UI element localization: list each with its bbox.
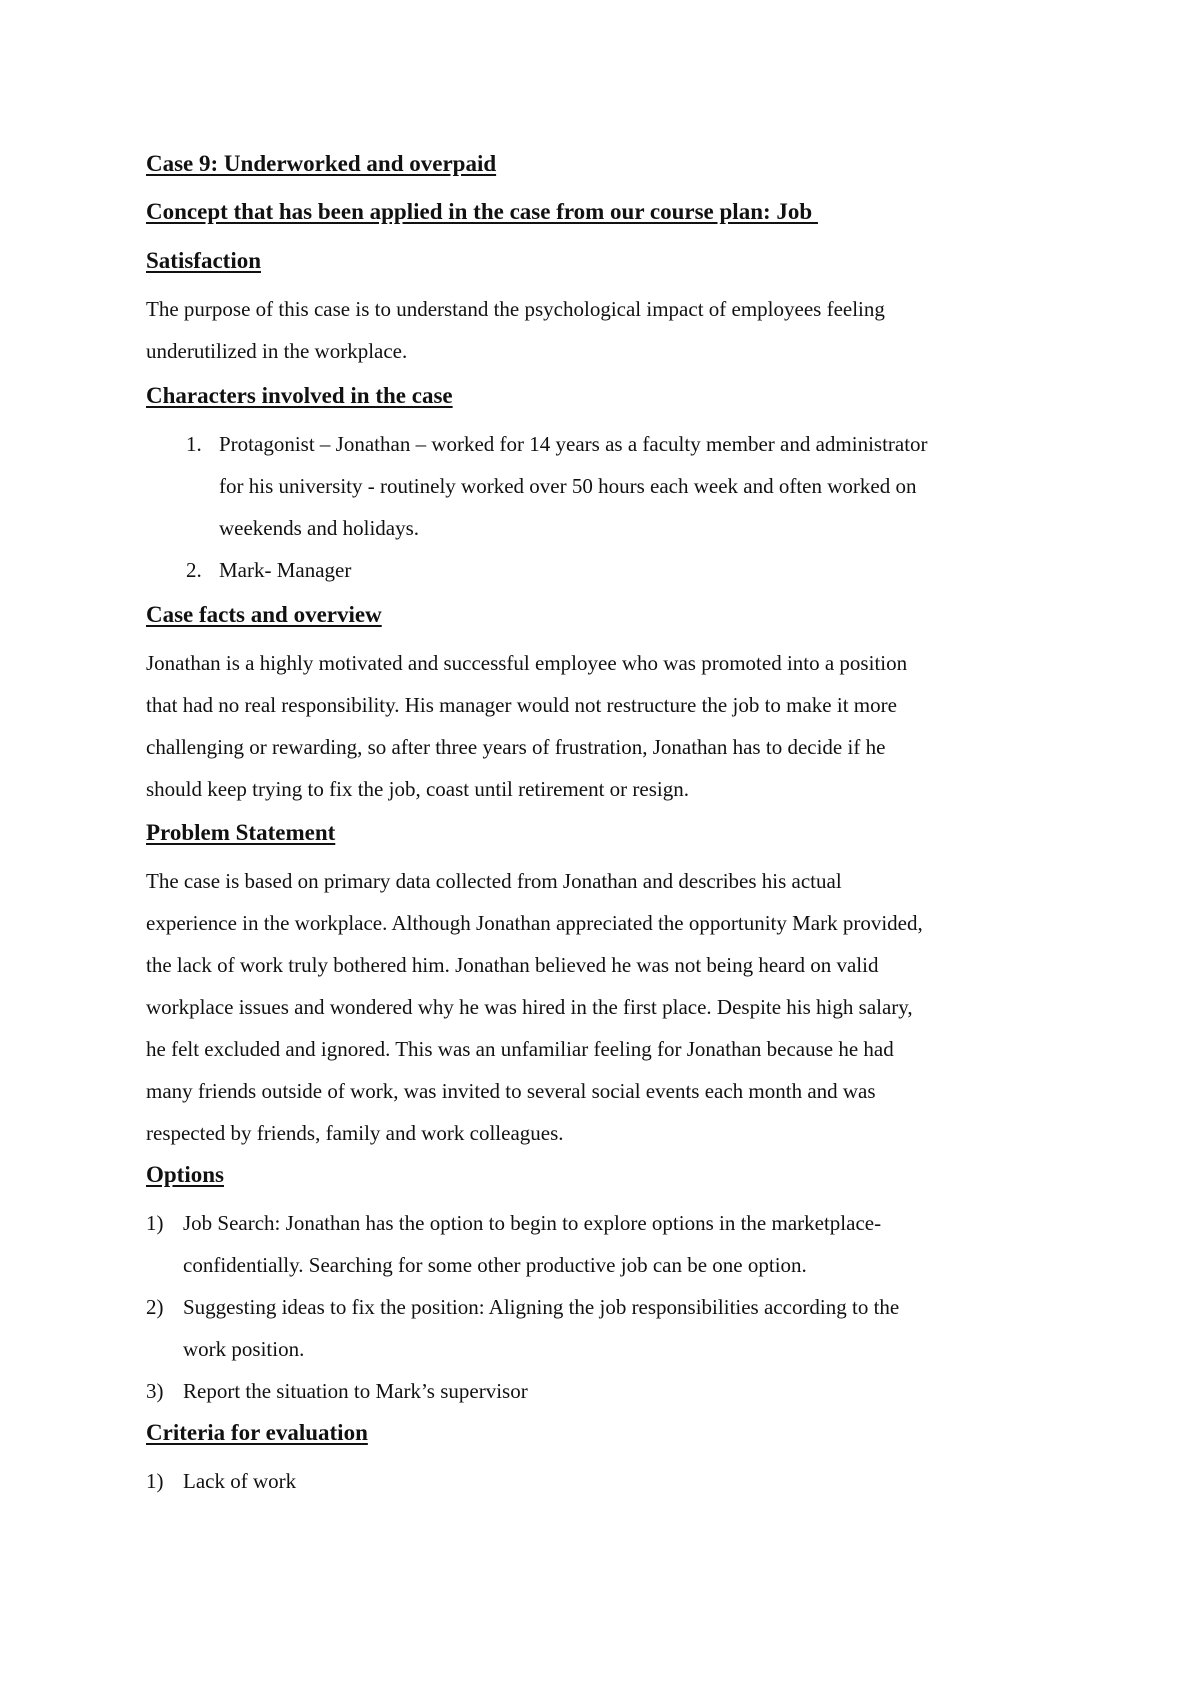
paragraph-line: underutilized in the workplace. — [146, 339, 408, 363]
list-item-line: Report the situation to Mark’s supervisor — [183, 1379, 528, 1403]
paragraph-line: challenging or rewarding, so after three years of frustration, Jonathan has to decide if he — [146, 735, 886, 759]
options-heading: Options — [146, 1162, 224, 1187]
concept-heading-line-1: Concept that has been applied in the case from our course plan: Job — [146, 199, 818, 224]
paragraph-line: should keep trying to fix the job, coast until retirement or resign. — [146, 777, 689, 801]
paragraph-line: that had no real responsibility. His manager would not restructure the job to make it more — [146, 693, 897, 717]
case-facts-heading: Case facts and overview — [146, 602, 382, 627]
list-item — [146, 1286, 1066, 1370]
list-marker: 1. — [186, 432, 202, 456]
paragraph-line: Jonathan is a highly motivated and successful employee who was promoted into a position — [146, 651, 908, 675]
list-item-line: confidentially. Searching for some other productive job can be one option. — [183, 1253, 807, 1277]
problem-statement-heading: Problem Statement — [146, 820, 336, 845]
paragraph-line: many friends outside of work, was invited to several social events each month and was — [146, 1079, 876, 1103]
purpose-paragraph — [146, 288, 1066, 372]
list-marker: 1) — [146, 1469, 164, 1493]
paragraph-line: The case is based on primary data collected from Jonathan and describes his actual — [146, 869, 842, 893]
list-marker: 2. — [186, 558, 202, 582]
list-item-line: Mark- Manager — [219, 558, 352, 582]
list-item-line: Protagonist – Jonathan – worked for 14 years as a faculty member and administrator — [219, 432, 928, 456]
list-item — [146, 1370, 1066, 1412]
paragraph-line: the lack of work truly bothered him. Jonathan believed he was not being heard on valid — [146, 953, 879, 977]
list-item — [146, 549, 1066, 591]
list-marker: 3) — [146, 1379, 164, 1403]
list-marker: 2) — [146, 1295, 164, 1319]
list-item-line: Suggesting ideas to fix the position: Aligning the job responsibilities according to the — [183, 1295, 900, 1319]
paragraph-line: respected by friends, family and work colleagues. — [146, 1121, 564, 1145]
list-item-line: weekends and holidays. — [219, 516, 420, 540]
list-item-line: for his university - routinely worked over 50 hours each week and often worked on — [219, 474, 917, 498]
criteria-heading: Criteria for evaluation — [146, 1420, 368, 1445]
characters-list — [146, 423, 1066, 591]
characters-heading: Characters involved in the case — [146, 383, 453, 408]
paragraph-line: workplace issues and wondered why he was hired in the first place. Despite his high salary, — [146, 995, 913, 1019]
list-item — [146, 423, 1066, 549]
paragraph-line: he felt excluded and ignored. This was an unfamiliar feeling for Jonathan because he had — [146, 1037, 894, 1061]
case-title: Case 9: Underworked and overpaid — [146, 151, 497, 176]
concept-heading-line-2: Satisfaction — [146, 248, 261, 273]
criteria-list — [146, 1460, 1066, 1502]
paragraph-line: The purpose of this case is to understand the psychological impact of employees feeling — [146, 297, 885, 321]
case-facts-paragraph — [146, 642, 1066, 810]
options-list — [146, 1202, 1066, 1412]
list-item — [146, 1460, 1066, 1502]
list-item — [146, 1202, 1066, 1286]
list-item-line: Job Search: Jonathan has the option to begin to explore options in the marketplace- — [183, 1211, 882, 1235]
problem-statement-paragraph — [146, 860, 1066, 1154]
paragraph-line: experience in the workplace. Although Jonathan appreciated the opportunity Mark provided, — [146, 911, 923, 935]
list-item-line: Lack of work — [183, 1469, 297, 1493]
list-marker: 1) — [146, 1211, 164, 1235]
list-item-line: work position. — [183, 1337, 305, 1361]
